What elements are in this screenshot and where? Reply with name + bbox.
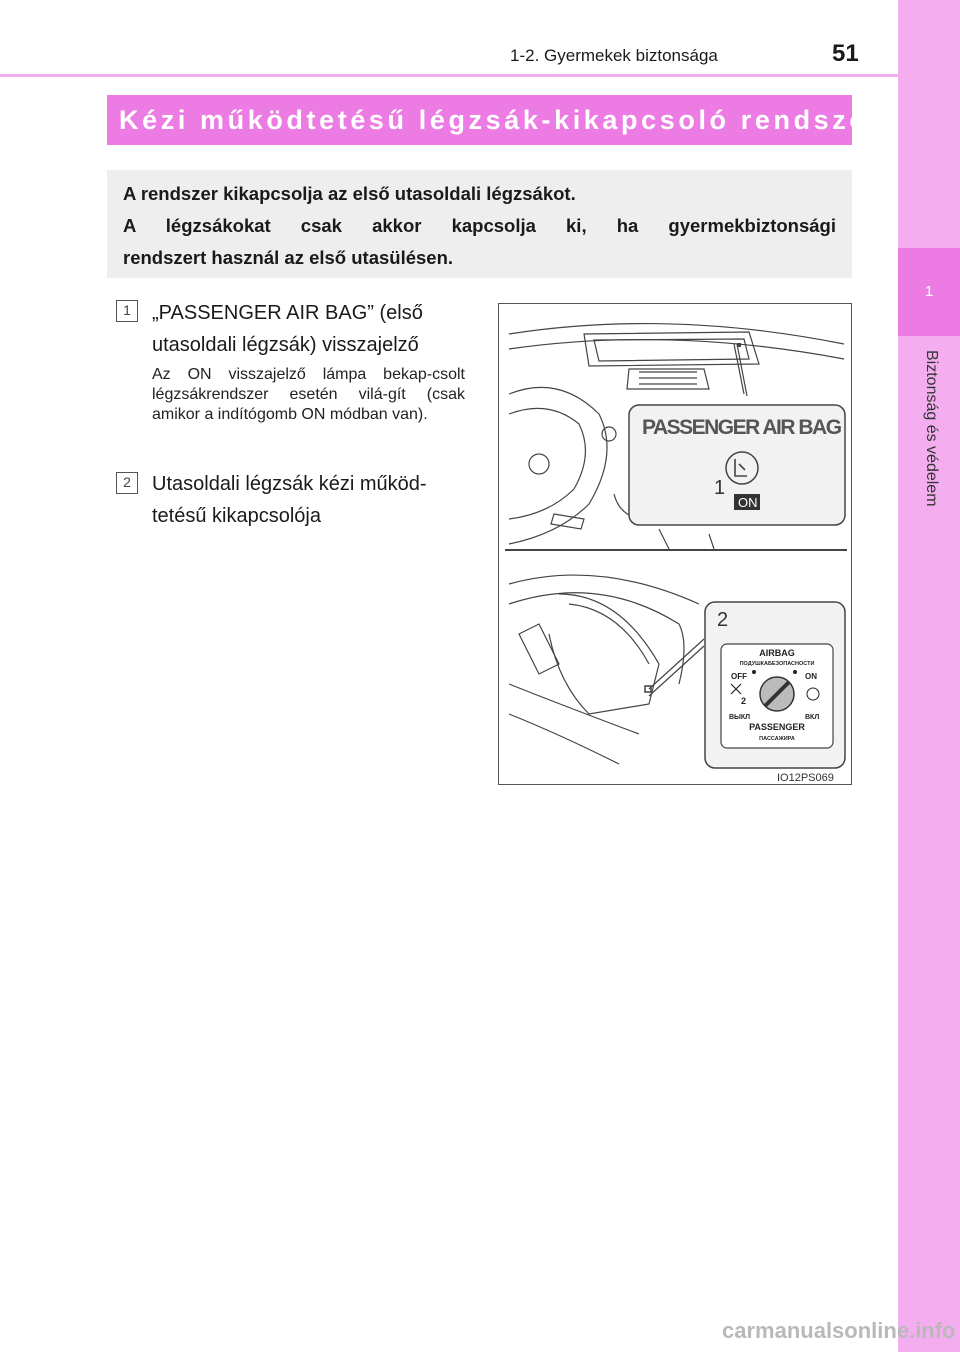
- callout-2-number: 2: [717, 609, 729, 631]
- item-1-title-line-1: „PASSENGER AIR BAG” (első: [152, 302, 423, 324]
- svg-text:OFF: OFF: [731, 672, 747, 681]
- svg-text:ПОДУШКАБЕЗОПАСНОСТИ: ПОДУШКАБЕЗОПАСНОСТИ: [739, 661, 815, 667]
- svg-text:ON: ON: [805, 672, 817, 681]
- dashboard-drawing: [499, 304, 852, 785]
- svg-text:PASSENGER: PASSENGER: [749, 722, 805, 732]
- figure-code: IO12PS069: [777, 772, 834, 784]
- item-2-badge: 2: [116, 472, 138, 494]
- page-number: 51: [832, 40, 859, 67]
- svg-text:ВКЛ: ВКЛ: [805, 714, 820, 721]
- callout-1-number: 1: [714, 477, 726, 499]
- svg-text:AIRBAG: AIRBAG: [759, 648, 795, 658]
- item-2-title-line-1: Utasoldali légzsák kézi működ-: [152, 473, 427, 495]
- header-rule: [0, 74, 898, 77]
- section-title-bar: [107, 95, 883, 145]
- chapter-number: 1: [898, 248, 960, 336]
- intro-line-1: A rendszer kikapcsolja az első utasoldali légzsákot.: [123, 183, 576, 204]
- dashboard-illustration: [498, 303, 852, 785]
- item-1-description: Az ON visszajelző lámpa bekap-csolt légzsákrendszer esetén vilá-gít (csak amikor a indítógomb ON módban van).: [152, 366, 465, 423]
- chapter-title-vertical: [898, 350, 960, 560]
- svg-text:ВЫКЛ: ВЫКЛ: [729, 714, 751, 721]
- callout-1-on: ON: [738, 495, 758, 510]
- intro-line-3: rendszert használ az első utasülésen.: [123, 247, 454, 268]
- section-title: Kézi működtetésű légzsák-kikapcsoló rendszer: [119, 105, 883, 135]
- item-2-title-line-2: tetésű kikapcsolója: [152, 505, 321, 527]
- svg-text:2: 2: [741, 696, 747, 706]
- chapter-tab-strip: [898, 0, 960, 1352]
- section-reference: 1-2. Gyermekek biztonsága: [510, 46, 718, 65]
- watermark: carmanualsonline.info: [722, 1318, 956, 1343]
- intro-box: [107, 170, 852, 278]
- item-1-title-line-2: utasoldali légzsák) visszajelző: [152, 334, 419, 356]
- intro-line-2: A légzsákokat csak akkor kapcsolja ki, ha gyermekbiztonsági: [123, 215, 836, 236]
- chapter-title: Biztonság és védelem: [923, 350, 940, 507]
- callout-1-label: PASSENGER AIR BAG: [642, 416, 841, 439]
- item-1-badge: 1: [116, 300, 138, 322]
- svg-text:ПАССАЖИРА: ПАССАЖИРА: [759, 736, 795, 742]
